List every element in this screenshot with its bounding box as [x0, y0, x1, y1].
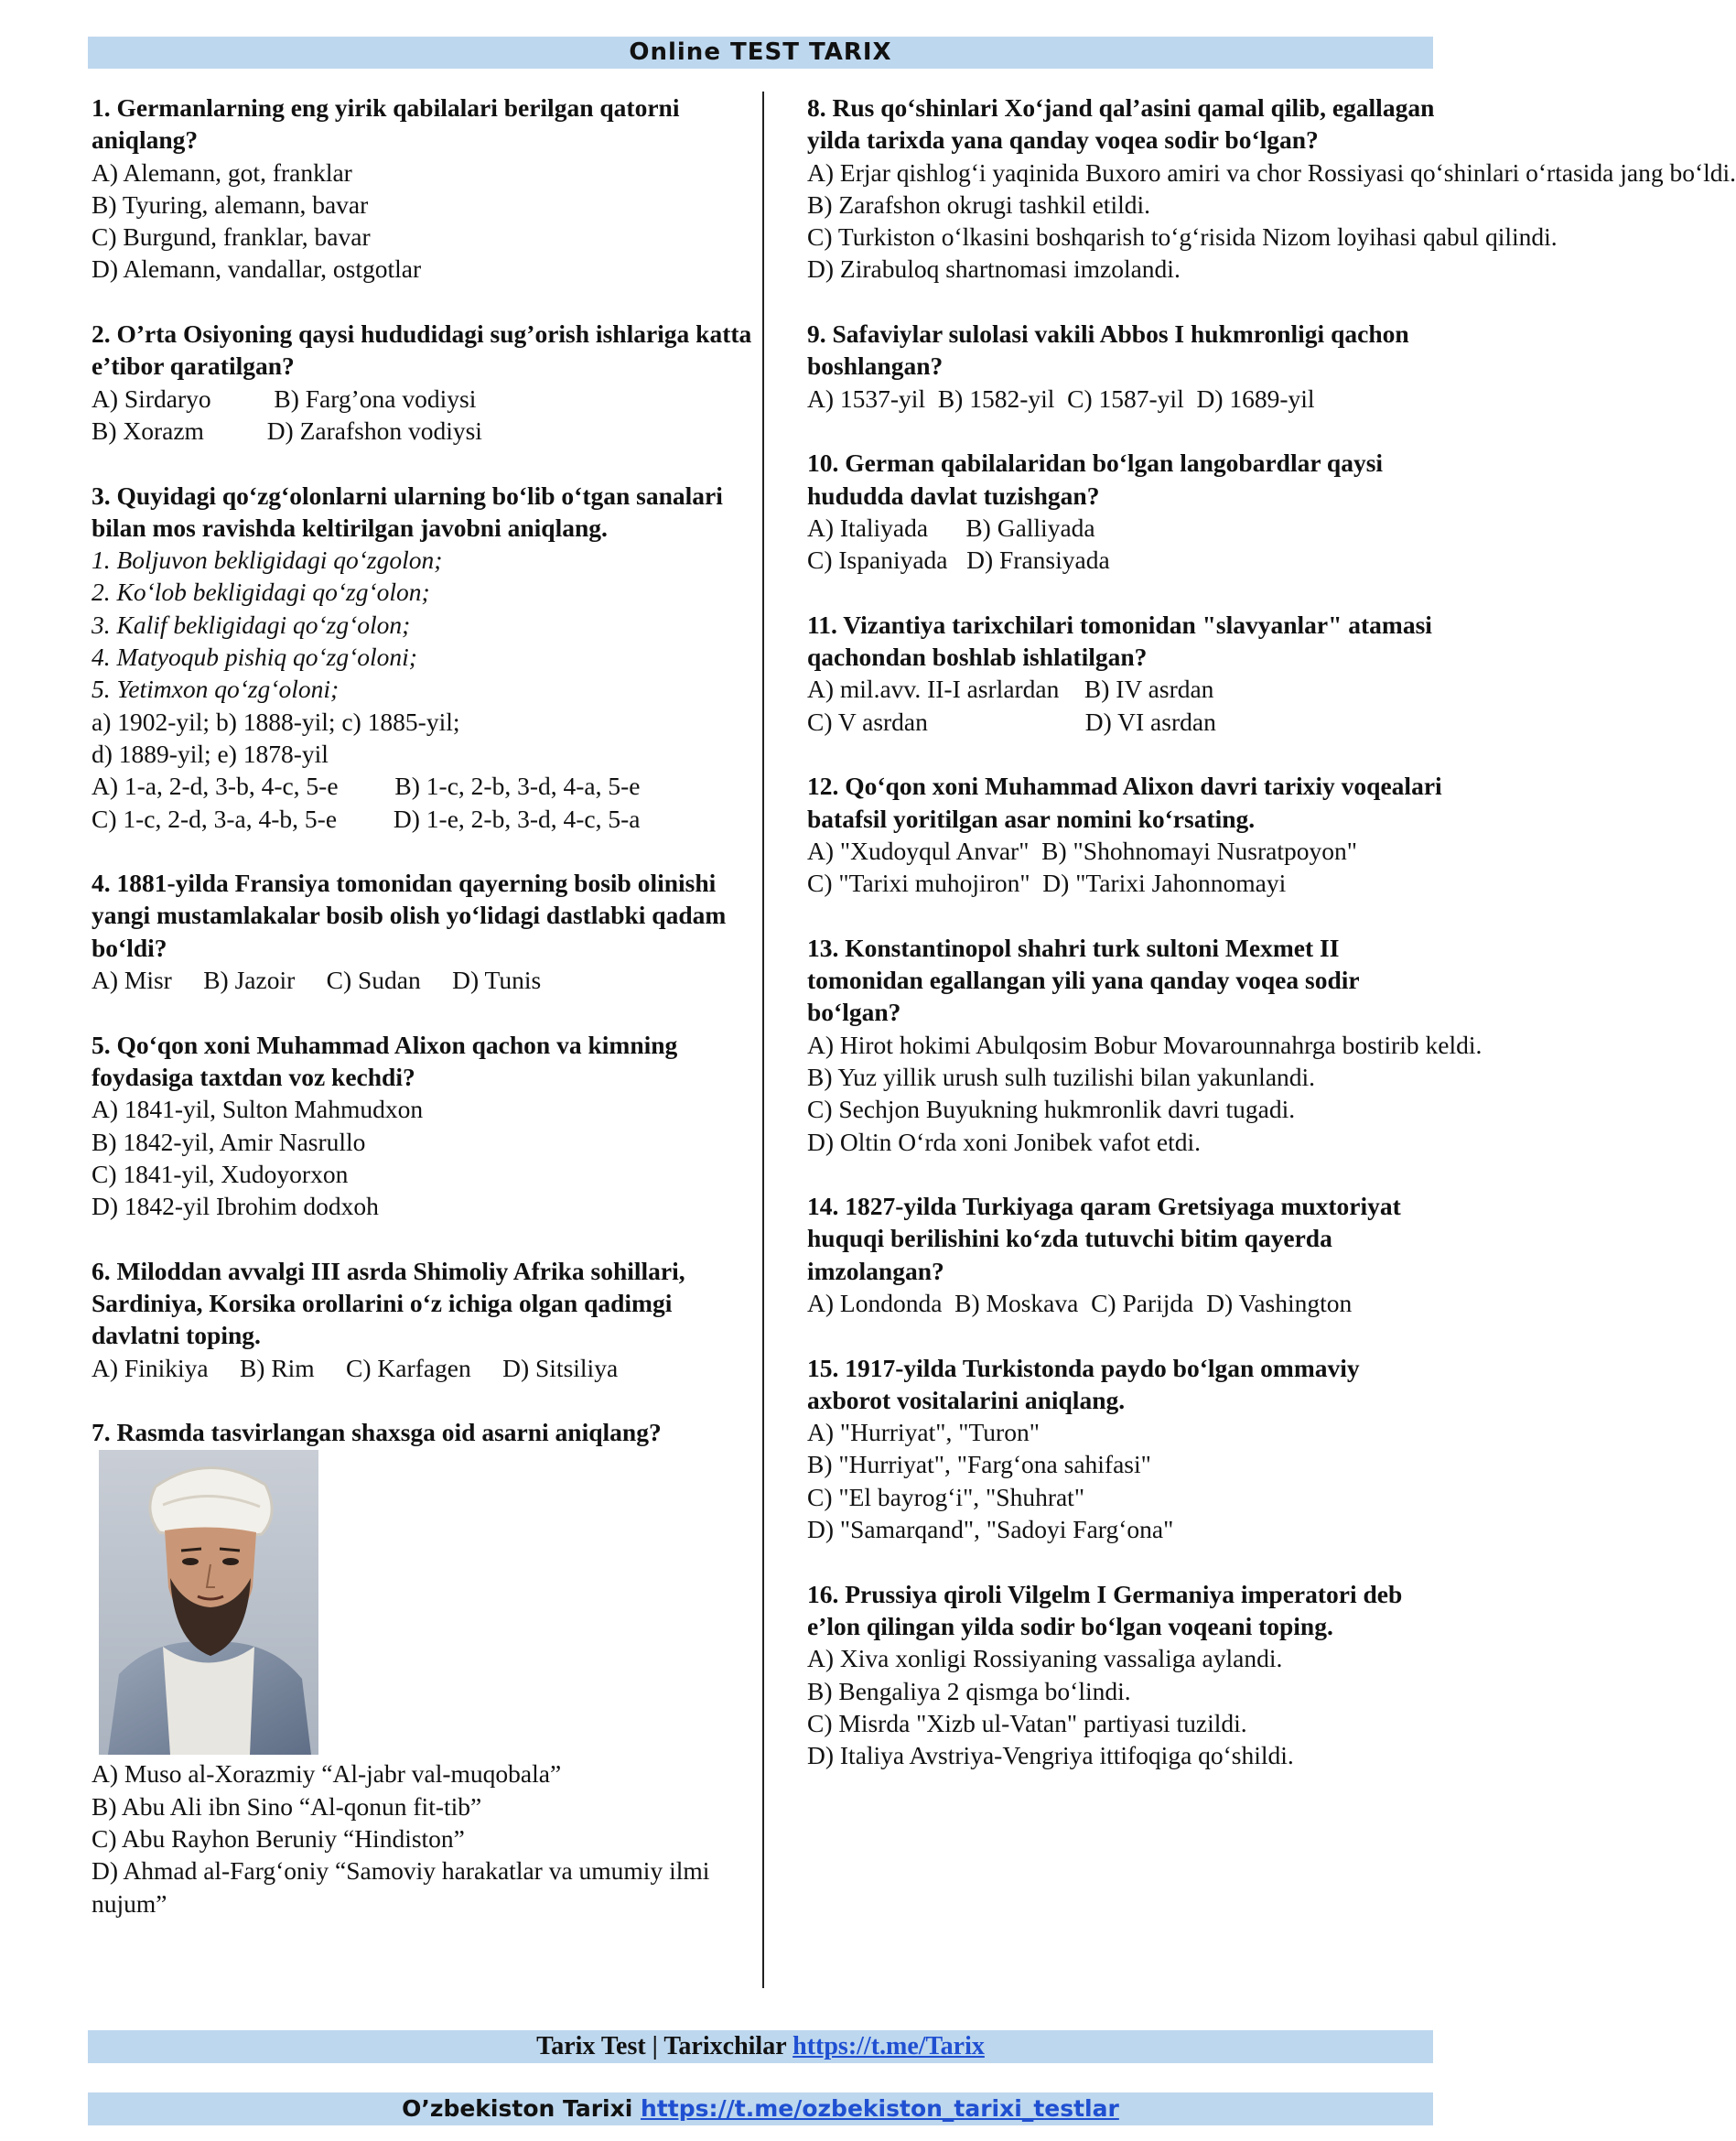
answer-option: A) "Xudoyqul Anvar" B) "Shohnomayi Nusratpoyon" [807, 836, 1357, 865]
question-12 [807, 770, 1443, 899]
options-list [92, 1757, 755, 1919]
page-title: Online TEST TARIX [88, 37, 1433, 69]
footer-bar-2 [88, 2092, 1433, 2125]
answer-option: B) Bengaliya 2 qismga bo‘lindi. [807, 1676, 1131, 1705]
question-text: 9. Safaviylar sulolasi vakili Abbos I hukmronligi qachon boshlangan? [807, 319, 1409, 381]
event-item: 3. Kalif bekligidagi qo‘zg‘olon; [92, 610, 411, 639]
answer-option: A) 1841-yil, Sulton Mahmudxon [92, 1095, 424, 1124]
answer-option: A) Londonda B) Moskava C) Parijda D) Vashington [807, 1288, 1353, 1317]
answer-option: C) V asrdan D) VI asrdan [807, 707, 1216, 736]
answer-option: A) "Hurriyat", "Turon" [807, 1418, 1040, 1447]
answer-option: C) Burgund, franklar, bavar [92, 222, 371, 252]
question-8 [807, 92, 1736, 286]
question-text: 2. O’rta Osiyoning qaysi hududidagi sug’orish ishlariga katta e’tibor qaratilgan? [92, 319, 752, 381]
answer-option: B) "Hurriyat", "Farg‘ona sahifasi" [807, 1450, 1151, 1479]
answer-option: C) 1-c, 2-d, 3-a, 4-b, 5-e D) 1-e, 2-b, 3-d, 4-c, 5-a [92, 804, 641, 833]
question-16 [807, 1578, 1443, 1772]
question-text: 4. 1881-yilda Fransiya tomonidan qayerning bosib olinishi yangi mustamlakalar bosib olish yo‘lidagi dastlabki qadam bo‘ldi? [92, 869, 727, 962]
answer-option: A) Erjar qishlog‘i yaqinida Buxoro amiri va chor Rossiyasi qo‘shinlari o‘rtasida jang bo‘ldi. [807, 157, 1736, 187]
footer-label-1: Tarix Test | Tarixchilar [536, 2032, 793, 2060]
answer-option: C) Abu Rayhon Beruniy “Hindiston” [92, 1824, 465, 1854]
right-question-list [807, 92, 1736, 1771]
question-6 [92, 1255, 755, 1384]
answer-option: A) Hirot hokimi Abulqosim Bobur Movarounnahrga bostirib keldi. [807, 1030, 1483, 1059]
answer-option: A) Muso al-Xorazmiy “Al-jabr val-muqobala” [92, 1759, 562, 1789]
question-2 [92, 318, 755, 447]
footer-link-2[interactable]: https://t.me/ozbekiston_tarixi_testlar [641, 2095, 1119, 2122]
answer-option: a) 1902-yil; b) 1888-yil; c) 1885-yil; [92, 707, 460, 736]
footer-link-1[interactable]: https://t.me/Tarix [793, 2032, 985, 2060]
answer-option: B) Yuz yillik urush sulh tuzilishi bilan yakunlandi. [807, 1062, 1316, 1091]
question-4 [92, 867, 755, 996]
answer-option: C) "Tarixi muhojiron" D) "Tarixi Jahonnomayi [807, 869, 1287, 898]
question-1 [92, 92, 755, 286]
portrait-image [99, 1450, 318, 1755]
answer-option: C) "El bayrog‘i", "Shuhrat" [807, 1482, 1085, 1511]
question-5 [92, 1029, 755, 1223]
answer-option: B) Abu Ali ibn Sino “Al-qonun fit-tib” [92, 1791, 482, 1821]
question-text: 15. 1917-yilda Turkistonda paydo bo‘lgan ommaviy axborot vositalarini aniqlang. [807, 1353, 1360, 1414]
question-text: 7. Rasmda tasvirlangan shaxsga oid asarni aniqlang? [92, 1418, 662, 1447]
footer-label-2: O’zbekiston Tarixi [402, 2095, 642, 2122]
question-text: 5. Qo‘qon xoni Muhammad Alixon qachon va kimning foydasiga taxtdan voz kechdi? [92, 1030, 678, 1091]
question-text: 10. German qabilalaridan bo‘lgan langobardlar qaysi hududda davlat tuzishgan? [807, 449, 1384, 510]
answer-option: d) 1889-yil; e) 1878-yil [92, 739, 329, 768]
question-15 [807, 1352, 1443, 1546]
answer-option: D) Alemann, vandallar, ostgotlar [92, 254, 422, 284]
question-text: 6. Miloddan avvalgi III asrda Shimoliy Afrika sohillari, Sardiniya, Korsika orollarini o‘z ichiga olgan qadimgi davlatni toping. [92, 1256, 685, 1350]
question-text: 16. Prussiya qiroli Vilgelm I Germaniya imperatori deb e’lon qilingan yilda sodir bo‘lgan voqeani toping. [807, 1579, 1403, 1640]
answer-option: D) Zirabuloq shartnomasi imzolandi. [807, 254, 1181, 284]
question-text: 13. Konstantinopol shahri turk sultoni Mexmet II tomonidan egallangan yili yana qanday voqea sodir bo‘lgan? [807, 933, 1360, 1027]
question-text: 8. Rus qo‘shinlari Xo‘jand qal’asini qamal qilib, egallagan yilda tarixda yana qanday voqea sodir bo‘lgan? [807, 93, 1435, 155]
answer-option: B) 1842-yil, Amir Nasrullo [92, 1127, 366, 1156]
answer-option: A) Italiyada B) Galliyada [807, 513, 1095, 542]
answer-option: C) Misrda "Xizb ul-Vatan" partiyasi tuzildi. [807, 1708, 1247, 1737]
left-question-list [92, 92, 755, 1384]
answer-option: C) Sechjon Buyukning hukmronlik davri tugadi. [807, 1095, 1296, 1124]
answer-option: A) mil.avv. II-I asrlardan B) IV asrdan [807, 675, 1214, 704]
question-14 [807, 1190, 1443, 1319]
answer-option: D) Italiya Avstriya-Vengriya ittifoqiga qo‘shildi. [807, 1741, 1294, 1770]
question-text: 1. Germanlarning eng yirik qabilalari berilgan qatorni aniqlang? [92, 93, 680, 155]
question-text: 12. Qo‘qon xoni Muhammad Alixon davri tarixiy voqealari batafsil yoritilgan asar nomini ko‘rsating. [807, 772, 1442, 833]
answer-option: D) 1842-yil Ibrohim dodxoh [92, 1192, 379, 1221]
answer-option: B) Tyuring, alemann, bavar [92, 189, 369, 219]
left-column [92, 92, 755, 1952]
answer-option: A) Xiva xonligi Rossiyaning vassaliga aylandi. [807, 1644, 1283, 1673]
question-13 [807, 932, 1483, 1158]
answer-option: B) Xorazm D) Zarafshon vodiysi [92, 416, 482, 445]
answer-option: D) "Samarqand", "Sadoyi Farg‘ona" [807, 1515, 1174, 1544]
answer-option: A) 1537-yil B) 1582-yil C) 1587-yil D) 1689-yil [807, 384, 1315, 413]
question-text: 11. Vizantiya tarixchilari tomonidan "slavyanlar" atamasi qachondan boshlab ishlatilgan? [807, 610, 1432, 672]
question-9 [807, 318, 1443, 415]
answer-option: D) Oltin O‘rda xoni Jonibek vafot etdi. [807, 1127, 1201, 1156]
answer-option: A) Misr B) Jazoir C) Sudan D) Tunis [92, 966, 542, 995]
question-3 [92, 480, 755, 835]
answer-option: C) Turkiston o‘lkasini boshqarish to‘g‘risida Nizom loyihasi qabul qilindi. [807, 222, 1558, 252]
column-divider [762, 92, 764, 1988]
answer-option: A) Sirdaryo B) Farg’ona vodiysi [92, 384, 477, 413]
question-10 [807, 447, 1443, 576]
answer-option: A) Finikiya B) Rim C) Karfagen D) Sitsiliya [92, 1353, 619, 1382]
event-item: 4. Matyoqub pishiq qo‘zg‘oloni; [92, 643, 417, 672]
question-11 [807, 609, 1443, 738]
question-7 [92, 1416, 755, 1919]
answer-option: D) Ahmad al-Farg‘oniy “Samoviy harakatlar va umumiy ilmi nujum” [92, 1856, 710, 1918]
right-column [807, 92, 1736, 1804]
footer-bar-1 [88, 2030, 1433, 2063]
answer-option: A) 1-a, 2-d, 3-b, 4-c, 5-e B) 1-c, 2-b, 3-d, 4-a, 5-e [92, 772, 641, 801]
answer-option: A) Alemann, got, franklar [92, 157, 352, 187]
answer-option: C) 1841-yil, Xudoyorxon [92, 1159, 349, 1188]
event-item: 5. Yetimxon qo‘zg‘oloni; [92, 675, 340, 704]
question-text: 3. Quyidagi qo‘zg‘olonlarni ularning bo‘lib o‘tgan sanalari bilan mos ravishda keltirilgan javobni aniqlang. [92, 481, 723, 542]
answer-option: B) Zarafshon okrugi tashkil etildi. [807, 189, 1150, 219]
event-item: 1. Boljuvon bekligidagi qo‘zgolon; [92, 546, 443, 575]
event-item: 2. Ko‘lob bekligidagi qo‘zg‘olon; [92, 578, 430, 607]
answer-option: C) Ispaniyada D) Fransiyada [807, 546, 1110, 575]
question-text: 14. 1827-yilda Turkiyaga qaram Gretsiyaga muxtoriyat huquqi berilishini ko‘zda tutuvchi bitim qayerda imzolangan? [807, 1192, 1401, 1285]
